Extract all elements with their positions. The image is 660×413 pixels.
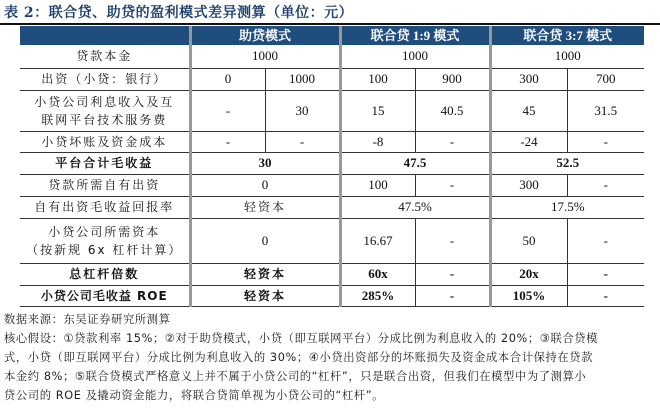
row-label: 小贷公司毛收益 ROE xyxy=(20,285,190,306)
cell: 0 xyxy=(190,218,340,263)
table-row xyxy=(20,131,644,152)
cell: 0 xyxy=(190,68,265,90)
row-label: 总杠杆倍数 xyxy=(20,263,190,285)
header-lianhe-37: 联合贷 3:7 模式 xyxy=(490,26,644,45)
top-rule xyxy=(0,23,660,25)
assumption-line: 核心假设：①贷款利率 15%；②对于助贷模式，小贷（即互联网平台）分成比例为利息收入的 20%；③联合贷模 xyxy=(4,332,599,345)
row-label xyxy=(20,90,190,131)
cell: - xyxy=(415,131,490,152)
cell: 1000 xyxy=(190,45,340,68)
cell: - xyxy=(415,263,490,285)
row-label: 出资（小贷：银行） xyxy=(20,68,190,90)
table-row xyxy=(20,45,644,68)
cell: 31.5 xyxy=(567,90,644,131)
row-label: 小贷坏账及资金成本 xyxy=(20,131,190,152)
cell: 900 xyxy=(415,68,490,90)
cell: - xyxy=(567,285,644,306)
table-row xyxy=(20,90,644,131)
cell: -24 xyxy=(490,131,567,152)
cell: 1000 xyxy=(340,45,490,68)
header-label xyxy=(20,26,190,45)
cell: 285% xyxy=(340,285,415,306)
cell: 100 xyxy=(340,68,415,90)
cell: - xyxy=(190,90,265,131)
cell: 47.5% xyxy=(340,196,490,218)
cell: 60x xyxy=(340,263,415,285)
header-zhudai: 助贷模式 xyxy=(190,26,340,45)
table-row xyxy=(20,68,644,90)
cell: 16.67 xyxy=(340,218,415,263)
assumption-line: 本金约 8%；⑤联合贷模式严格意义上并不属于小贷公司的“杠杆”，只是联合出资，但我们在模型中为了测算小 xyxy=(4,370,587,383)
cell: 1000 xyxy=(490,45,644,68)
cell: 17.5% xyxy=(490,196,644,218)
table-title: 表 2：联合贷、助贷的盈利模式差异测算（单位：元） xyxy=(4,5,354,21)
cell: 300 xyxy=(490,68,567,90)
row-label-line: 小贷公司所需资本 xyxy=(48,224,161,239)
row-label-line: 小贷公司利息收入及互 xyxy=(34,94,175,109)
row-label: 贷款本金 xyxy=(20,45,190,68)
header-row xyxy=(20,26,644,45)
table-row xyxy=(20,174,644,196)
cell: 30 xyxy=(265,90,340,131)
cell: - xyxy=(415,218,490,263)
assumption-line: 贷公司的 ROE 及撬动资金能力，将联合贷简单视为小贷公司的“杠杆”。 xyxy=(4,389,385,402)
cell: 20x xyxy=(490,263,567,285)
cell: - xyxy=(415,174,490,196)
assumption-line: 式，小贷（即互联网平台）分成比例为利息收入的 30%；④小贷出资部分的坏账损失及资金成本合计保持在贷款 xyxy=(4,351,594,364)
cell: 15 xyxy=(340,90,415,131)
cell: 轻资本 xyxy=(190,196,340,218)
cell: - xyxy=(567,174,644,196)
table-row xyxy=(20,196,644,218)
cell: 45 xyxy=(490,90,567,131)
cell: 0 xyxy=(190,174,340,196)
table-row xyxy=(20,285,644,306)
row-label-line: 联网平台技术服务费 xyxy=(41,112,168,127)
table-row xyxy=(20,263,644,285)
row-label: 自有出资毛收益回报率 xyxy=(20,196,190,218)
row-label xyxy=(20,218,190,263)
row-label-line: （按新规 6x 杠杆计算） xyxy=(26,242,183,257)
profit-model-table xyxy=(20,26,644,307)
row-label: 平台合计毛收益 xyxy=(20,152,190,174)
cell: - xyxy=(265,131,340,152)
cell: - xyxy=(567,131,644,152)
cell: - xyxy=(567,218,644,263)
cell: 轻资本 xyxy=(190,285,340,306)
table-row xyxy=(20,218,644,263)
cell: 40.5 xyxy=(415,90,490,131)
table-row-total xyxy=(20,152,644,174)
cell: 700 xyxy=(567,68,644,90)
cell: - xyxy=(190,131,265,152)
cell: 50 xyxy=(490,218,567,263)
cell: - xyxy=(567,263,644,285)
cell: 105% xyxy=(490,285,567,306)
cell: 30 xyxy=(190,152,340,174)
cell: 轻资本 xyxy=(190,263,340,285)
cell: 52.5 xyxy=(490,152,644,174)
row-label: 贷款所需自有出资 xyxy=(20,174,190,196)
cell: 1000 xyxy=(265,68,340,90)
cell: 300 xyxy=(490,174,567,196)
cell: 47.5 xyxy=(340,152,490,174)
cell: - xyxy=(415,285,490,306)
cell: 100 xyxy=(340,174,415,196)
cell: -8 xyxy=(340,131,415,152)
source-note: 数据来源：东吴证券研究所测算 xyxy=(4,313,171,326)
footnotes xyxy=(4,310,656,405)
header-lianhe-19: 联合贷 1:9 模式 xyxy=(340,26,490,45)
